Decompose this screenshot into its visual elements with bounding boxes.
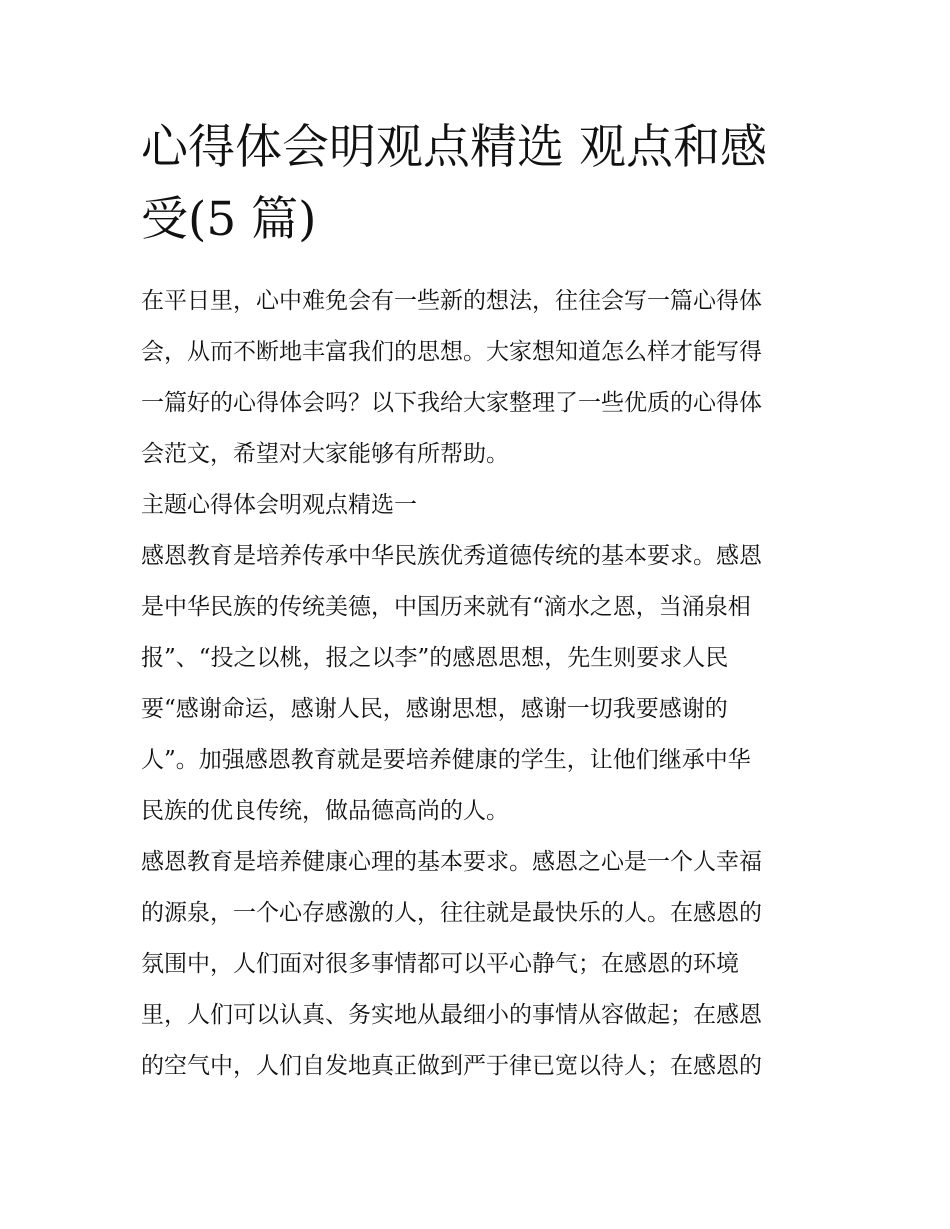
text-line: 人”。加强感恩教育就是要培养健康的学生，让他们继承中华 xyxy=(141,747,751,773)
text-line: 感恩教育是培养健康心理的基本要求。感恩之心是一个人幸福 xyxy=(141,849,762,875)
document-title xyxy=(141,112,821,256)
title-line: 心得体会明观点精选 观点和感 xyxy=(141,120,767,175)
document-body xyxy=(141,276,813,1092)
text-line: 会，从而不断地丰富我们的思想。大家想知道怎么样才能写得 xyxy=(141,339,762,365)
text-line: 氛围中，人们面对很多事情都可以平心静气；在感恩的环境 xyxy=(141,951,739,977)
text-line: 是中华民族的传统美德，中国历来就有“滴水之恩，当涌泉相 xyxy=(141,594,751,620)
intro-paragraph xyxy=(141,276,813,480)
text-line: 一篇好的心得体会吗？以下我给大家整理了一些优质的心得体 xyxy=(141,390,762,416)
text-line: 里，人们可以认真、务实地从最细小的事情从容做起；在感恩 xyxy=(141,1002,762,1028)
text-line: 感恩教育是培养传承中华民族优秀道德传统的基本要求。感恩 xyxy=(141,543,762,569)
section-heading xyxy=(141,480,813,531)
text-line: 的空气中，人们自发地真正做到严于律已宽以待人；在感恩的 xyxy=(141,1053,762,1079)
body-paragraph xyxy=(141,531,813,837)
text-line: 的源泉，一个心存感激的人，往往就是最快乐的人。在感恩的 xyxy=(141,900,762,926)
title-line: 受(5 篇) xyxy=(141,192,317,247)
text-line: 民族的优良传统，做品德高尚的人。 xyxy=(141,798,509,824)
text-line: 要“感谢命运，感谢人民，感谢思想，感谢一切我要感谢的 xyxy=(141,696,728,722)
text-line: 报”、“投之以桃，报之以李”的感恩思想，先生则要求人民 xyxy=(141,645,729,671)
body-paragraph xyxy=(141,837,813,1092)
text-line: 在平日里，心中难免会有一些新的想法，往往会写一篇心得体 xyxy=(141,288,762,314)
text-line: 主题心得体会明观点精选一 xyxy=(141,492,417,518)
text-line: 会范文，希望对大家能够有所帮助。 xyxy=(141,441,509,467)
